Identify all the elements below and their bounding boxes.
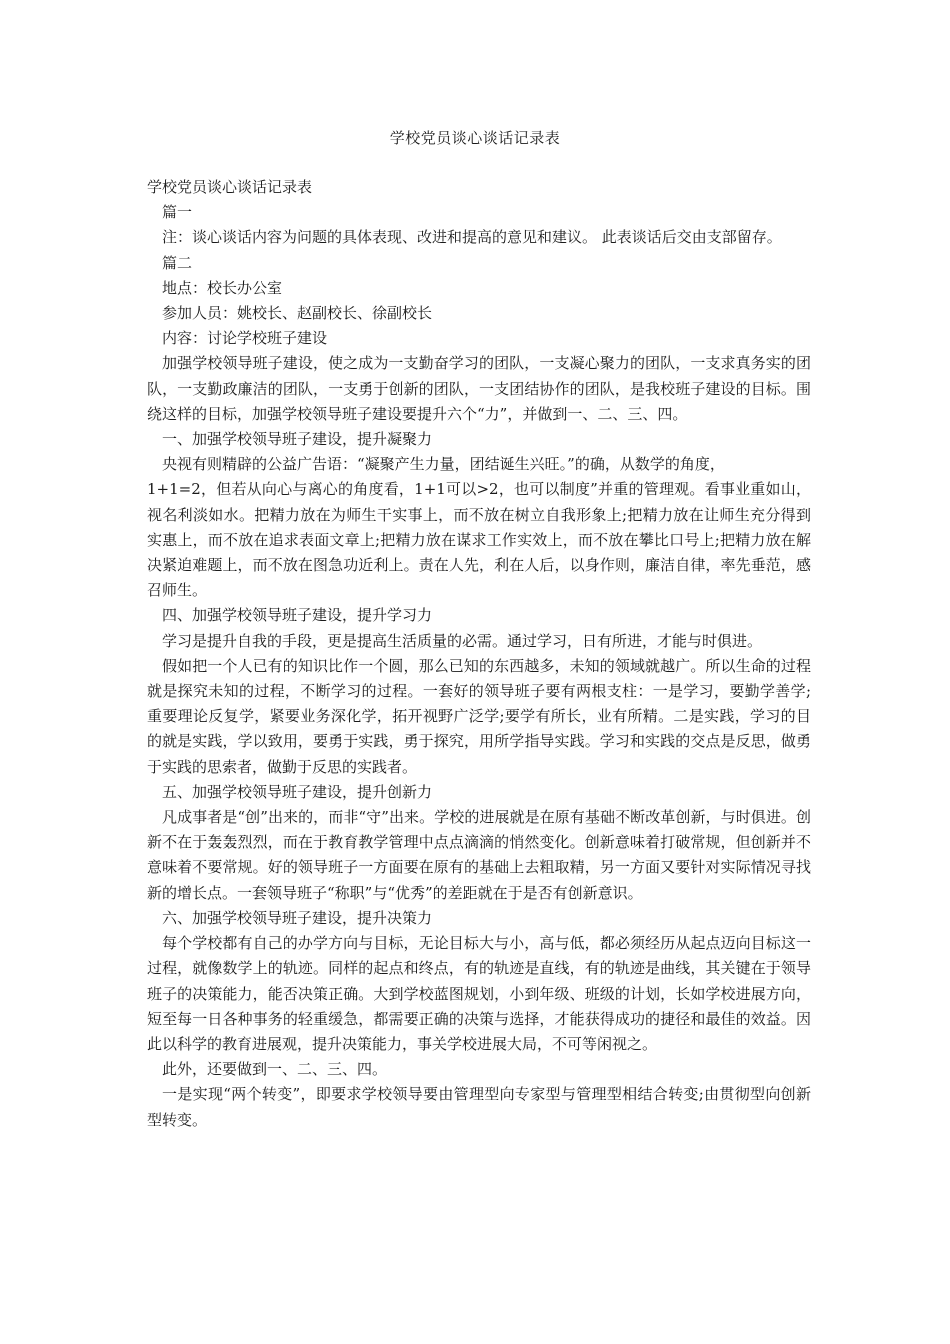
document-body xyxy=(147,175,811,1133)
document-paragraph: 此外，还要做到一、二、三、四。 xyxy=(162,1060,388,1079)
document-paragraph: 学习是提升自我的手段，更是提高生活质量的必需。通过学习，日有所进，才能与时俱进。 xyxy=(162,631,763,650)
document-paragraph: 篇二 xyxy=(162,253,193,272)
document-paragraph: 六、加强学校领导班子建设，提升决策力 xyxy=(162,908,433,927)
document-paragraph: 篇一 xyxy=(162,203,193,222)
document-paragraph: 四、加强学校领导班子建设，提升学习力 xyxy=(162,606,433,625)
document-paragraph: 央视有则精辟的公益广告语：“凝聚产生力量，团结诞生兴旺。”的确，从数学的角度， xyxy=(162,455,725,474)
document-title: 学校党员谈心谈话记录表 xyxy=(389,129,561,147)
document-paragraph: 假如把一个人已有的知识比作一个圆，那么已知的东西越多，未知的领域就越广。所以生命的过程就是探究未知的过程，不断学习的过程。一套好的领导班子要有两根支柱：一是学习，要勤学善学;重要理论反复学，紧要业务深化学，拓开视野广泛学;要学有所长，业有所精。二是实践，学习的目的就是实践，学以致用，要勇于实践，勇于探究，用所学指导实践。学习和实践的交点是反思，做勇于实践的思索者，做勤于反思的实践者。 xyxy=(147,656,811,776)
document-paragraph: 加强学校领导班子建设，使之成为一支勤奋学习的团队，一支凝心聚力的团队，一支求真务实的团队，一支勤政廉洁的团队，一支勇于创新的团队，一支团结协作的团队，是我校班子建设的目标。围绕这样的目标，加强学校领导班子建设要提升六个“力”，并做到一、二、三、四。 xyxy=(147,354,811,423)
document-paragraph: 1+1=2，但若从向心与离心的角度看，1+1可以>2，也可以制度”并重的管理观。看事业重如山，视名利淡如水。把精力放在为师生干实事上，而不放在树立自我形象上;把精力放在让师生充分得到实惠上，而不放在追求表面文章上;把精力放在谋求工作实效上，而不放在攀比口号上;把精力放在解决紧迫难题上，而不放在图急功近利上。责在人先，利在人后，以身作则，廉洁自律，率先垂范，感召师生。 xyxy=(147,480,811,600)
document-paragraph: 一、加强学校领导班子建设，提升凝聚力 xyxy=(162,430,433,449)
document-paragraph: 注：谈心谈话内容为问题的具体表现、改进和提高的意见和建议。 此表谈话后交由支部留存。 xyxy=(162,228,782,247)
document-paragraph: 五、加强学校领导班子建设，提升创新力 xyxy=(162,782,433,801)
document-paragraph: 一是实现“两个转变”，即要求学校领导要由管理型向专家型与管理型相结合转变;由贯彻型向创新型转变。 xyxy=(147,1085,811,1129)
document-paragraph: 参加人员：姚校长、赵副校长、徐副校长 xyxy=(162,304,433,323)
document-paragraph: 每个学校都有自己的办学方向与目标，无论目标大与小，高与低，都必须经历从起点迈向目标这一过程，就像数学上的轨迹。同样的起点和终点，有的轨迹是直线，有的轨迹是曲线，其关键在于领导班子的决策能力，能否决策正确。大到学校蓝图规划，小到年级、班级的计划，长如学校进展方向，短至每一日各种事务的轻重缓急，都需要正确的决策与选择，才能获得成功的捷径和最佳的效益。因此以科学的教育进展观，提升决策能力，事关学校进展大局，不可等闲视之。 xyxy=(147,934,811,1053)
document-paragraph: 学校党员谈心谈话记录表 xyxy=(147,178,313,196)
document-paragraph: 凡成事者是“创”出来的，而非“守”出来。学校的进展就是在原有基础不断改革创新，与时俱进。创新不在于轰轰烈烈，而在于教育教学管理中点点滴滴的悄然变化。创新意味着打破常规，但创新并不意味着不要常规。好的领导班子一方面要在原有的基础上去粗取精，另一方面又要针对实际情况寻找新的增长点。一套领导班子“称职”与“优秀”的差距就在于是否有创新意识。 xyxy=(147,808,811,902)
document-paragraph: 内容：讨论学校班子建设 xyxy=(162,329,328,348)
document-paragraph: 地点：校长办公室 xyxy=(162,278,283,297)
